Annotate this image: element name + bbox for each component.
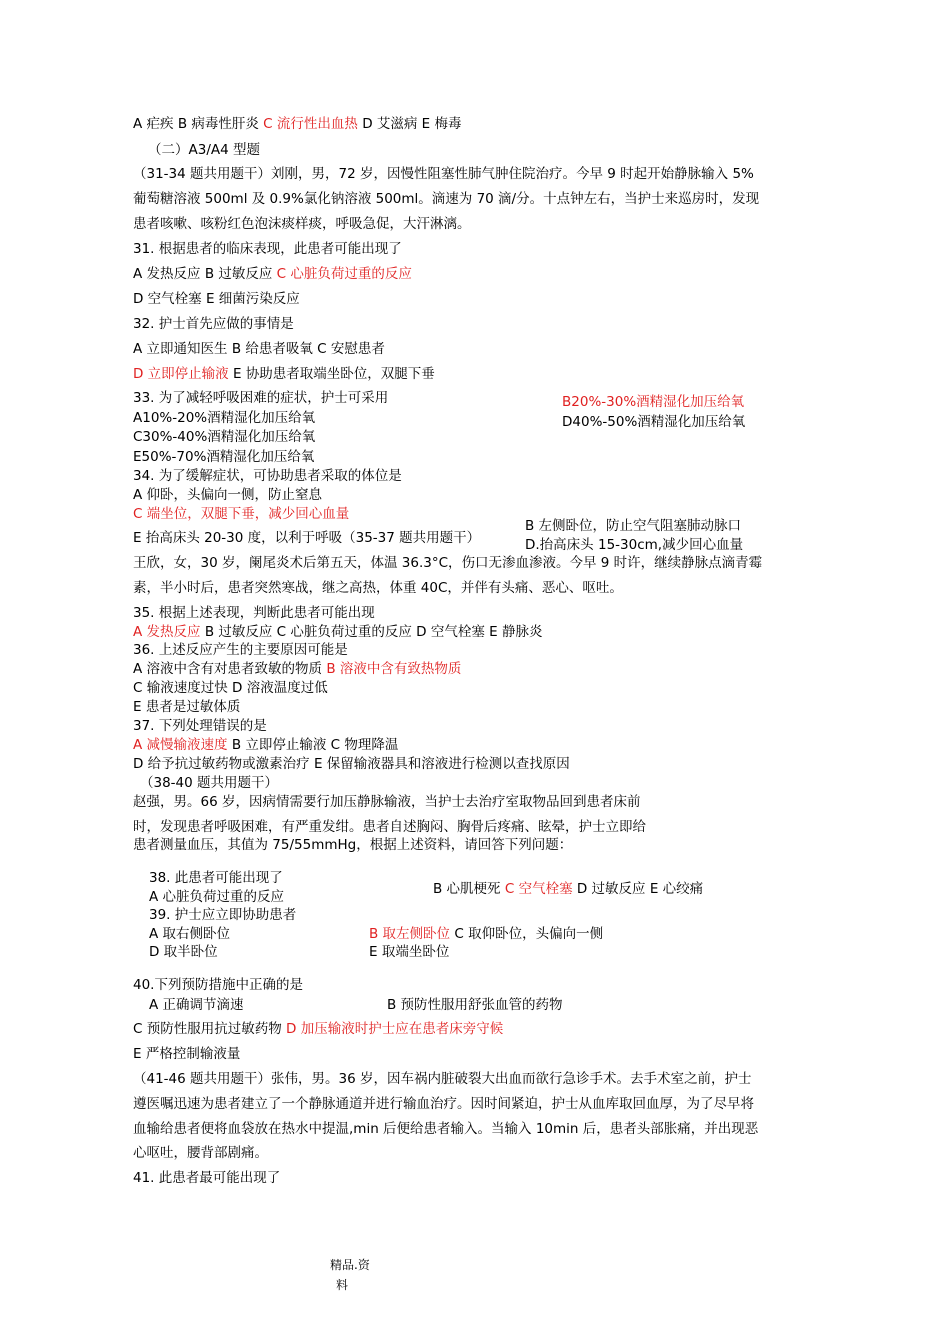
q30-option-c-answer: C 流行性出血热 bbox=[263, 116, 358, 132]
q39-option-b-answer: B 取左侧卧位 bbox=[369, 926, 451, 942]
q40-option-a: A 正确调节滴速 bbox=[149, 997, 244, 1013]
case38-line-3: 患者测量血压，其值为 75/55mmHg，根据上述资料，请回答下列问题： bbox=[133, 837, 573, 853]
q39-option-e: E 取端坐卧位 bbox=[369, 944, 450, 960]
q38-options-bcde bbox=[433, 880, 703, 898]
case38-line-1: 赵强，男。66 岁，因病情需要行加压静脉输液，当护士去治疗室取物品回到患者床前 bbox=[133, 794, 641, 810]
q35-option-rest: B 过敏反应 C 心脏负荷过重的反应 D 空气栓塞 E 静脉炎 bbox=[204, 624, 543, 640]
q38-option-b: B 心肌梗死 bbox=[433, 881, 501, 897]
q34-option-c-answer: C 端坐位，双腿下垂，减少回心血量 bbox=[133, 506, 350, 522]
q33-option-e: E50%-70%酒精湿化加压给氧 bbox=[133, 449, 315, 465]
q36-stem: 36. 上述反应产生的主要原因可能是 bbox=[133, 642, 348, 658]
q37-stem: 37. 下列处理错误的是 bbox=[133, 718, 267, 734]
q31-option-c-answer: C 心脏负荷过重的反应 bbox=[276, 266, 412, 282]
case41-line-2: 遵医嘱迅速为患者建立了一个静脉通道并进行输血治疗。因时间紧迫，护士从血库取回血厚，为了尽早将 bbox=[133, 1096, 754, 1112]
q36-options-cd: C 输液速度过快 D 溶液温度过低 bbox=[133, 680, 328, 696]
case38-line-2: 时，发现患者呼吸困难，有严重发绀。患者自述胸闷、胸骨后疼痛、眩晕，护士立即给 bbox=[133, 819, 646, 835]
q39-option-a: A 取右侧卧位 bbox=[149, 926, 231, 942]
q31-option-ab: A 发热反应 B 过敏反应 bbox=[133, 266, 273, 282]
q33-option-d: D40%-50%酒精湿化加压给氧 bbox=[562, 414, 746, 430]
page-footer bbox=[330, 1255, 390, 1295]
q32-options-abc: A 立即通知医生 B 给患者吸氧 C 安慰患者 bbox=[133, 341, 385, 357]
q36-option-e: E 患者是过敏体质 bbox=[133, 699, 241, 715]
q37-option-a-answer: A 减慢输液速度 bbox=[133, 737, 228, 753]
case35-line-2: 素，半小时后，患者突然寒战，继之高热，体重 40C，并伴有头痛、恶心、呕吐。 bbox=[133, 580, 623, 596]
q32-stem: 32. 护士首先应做的事情是 bbox=[133, 316, 294, 332]
q32-option-e: E 协助患者取端坐卧位，双腿下垂 bbox=[232, 366, 435, 382]
case31-line-3: 患者咳嗽、咳粉红色泡沫痰样痰，呼吸急促，大汗淋漓。 bbox=[133, 216, 471, 232]
q40-option-d-answer: D 加压输液时护士应在患者床旁守候 bbox=[286, 1021, 504, 1037]
q32-options-de bbox=[133, 365, 435, 383]
footer-line-2: 料 bbox=[336, 1278, 349, 1292]
q34-option-b: B 左侧卧位，防止空气阻塞肺动脉口 bbox=[525, 518, 742, 534]
q40-option-b: B 预防性服用舒张血管的药物 bbox=[387, 997, 563, 1013]
q34-stem: 34. 为了缓解症状，可协助患者采取的体位是 bbox=[133, 468, 402, 484]
q38-option-c-answer: C 空气栓塞 bbox=[504, 881, 573, 897]
case35-line-1: 王欣，女，30 岁，阑尾炎术后第五天，体温 36.3°C，伤口无渗血渗液。今早 9 时许，继续静脉点滴青霉 bbox=[133, 555, 763, 571]
q33-option-a: A10%-20%酒精湿化加压给氧 bbox=[133, 410, 316, 426]
footer-line-1: 精品.资 bbox=[330, 1258, 370, 1272]
q34-option-a: A 仰卧，头偏向一侧，防止窒息 bbox=[133, 487, 323, 503]
case41-line-4: 心呕吐，腰背部剧痛。 bbox=[133, 1145, 268, 1161]
q35-option-a-answer: A 发热反应 bbox=[133, 624, 201, 640]
q32-option-d-answer: D 立即停止输液 bbox=[133, 366, 229, 382]
case41-line-3: 血输给患者便将血袋放在热水中提温,min 后便给患者输入。当输入 10min 后，患者头部胀痛，并出现恶 bbox=[133, 1121, 759, 1137]
q38-stem: 38. 此患者可能出现了 bbox=[149, 870, 283, 886]
q31-options-abc bbox=[133, 265, 412, 283]
q34-option-d: D.抬高床头 15-30cm,减少回心血量 bbox=[525, 537, 744, 553]
q38-option-de: D 过敏反应 E 心绞痛 bbox=[576, 881, 704, 897]
q31-options-de: D 空气栓塞 E 细菌污染反应 bbox=[133, 291, 300, 307]
q33-option-c: C30%-40%酒精湿化加压给氧 bbox=[133, 429, 316, 445]
case41-line-1: （41-46 题共用题干）张伟，男。36 岁，因车祸内脏破裂大出血而欲行急诊手术。去手术室之前，护士 bbox=[133, 1071, 752, 1087]
q40-option-c: C 预防性服用抗过敏药物 bbox=[133, 1021, 282, 1037]
q35-options bbox=[133, 623, 542, 641]
q40-option-e: E 严格控制输液量 bbox=[133, 1046, 241, 1062]
q39-options-bc bbox=[369, 925, 603, 943]
q35-stem: 35. 根据上述表现，判断此患者可能出现 bbox=[133, 605, 375, 621]
q37-options-de: D 给予抗过敏药物或激素治疗 E 保留输液器具和溶液进行检测以查找原因 bbox=[133, 756, 570, 772]
q37-options-abc bbox=[133, 736, 398, 754]
q36-options-ab bbox=[133, 660, 461, 678]
q31-stem: 31. 根据患者的临床表现，此患者可能出现了 bbox=[133, 241, 402, 257]
q37-option-bc: B 立即停止输液 C 物理降温 bbox=[231, 737, 399, 753]
case31-line-2: 葡萄糖溶液 500ml 及 0.9%氯化钠溶液 500ml。滴速为 70 滴/分。十点钟左右，当护士来巡房时，发现 bbox=[133, 191, 760, 207]
q30-options bbox=[133, 115, 462, 133]
case31-line-1: （31-34 题共用题干）刘刚，男，72 岁，因慢性阻塞性肺气肿住院治疗。今早 9 时起开始静脉输入 5% bbox=[133, 166, 754, 182]
q36-option-a: A 溶液中含有对患者致敏的物质 bbox=[133, 661, 323, 677]
q36-option-b-answer: B 溶液中含有致热物质 bbox=[326, 661, 462, 677]
q39-option-d: D 取半卧位 bbox=[149, 944, 218, 960]
q30-option-ab: A 疟疾 B 病毒性肝炎 bbox=[133, 116, 259, 132]
q38-option-a: A 心脏负荷过重的反应 bbox=[149, 889, 285, 905]
q33-option-b-answer: B20%-30%酒精湿化加压给氧 bbox=[562, 394, 745, 410]
q41-stem: 41. 此患者最可能出现了 bbox=[133, 1170, 281, 1186]
q34-option-e-and-case-header: E 抬高床头 20-30 度，以利于呼吸（35-37 题共用题干） bbox=[133, 530, 481, 546]
q39-option-c: C 取仰卧位，头偏向一侧 bbox=[454, 926, 604, 942]
q40-stem: 40.下列预防措施中正确的是 bbox=[133, 977, 303, 993]
q33-stem: 33. 为了减轻呼吸困难的症状，护士可采用 bbox=[133, 390, 389, 406]
q30-option-de: D 艾滋病 E 梅毒 bbox=[362, 116, 462, 132]
case38-header: （38-40 题共用题干） bbox=[140, 775, 279, 791]
section-heading: （二）A3/A4 型题 bbox=[148, 142, 260, 158]
q40-options-cd bbox=[133, 1020, 503, 1038]
q39-stem: 39. 护士应立即协助患者 bbox=[149, 907, 297, 923]
